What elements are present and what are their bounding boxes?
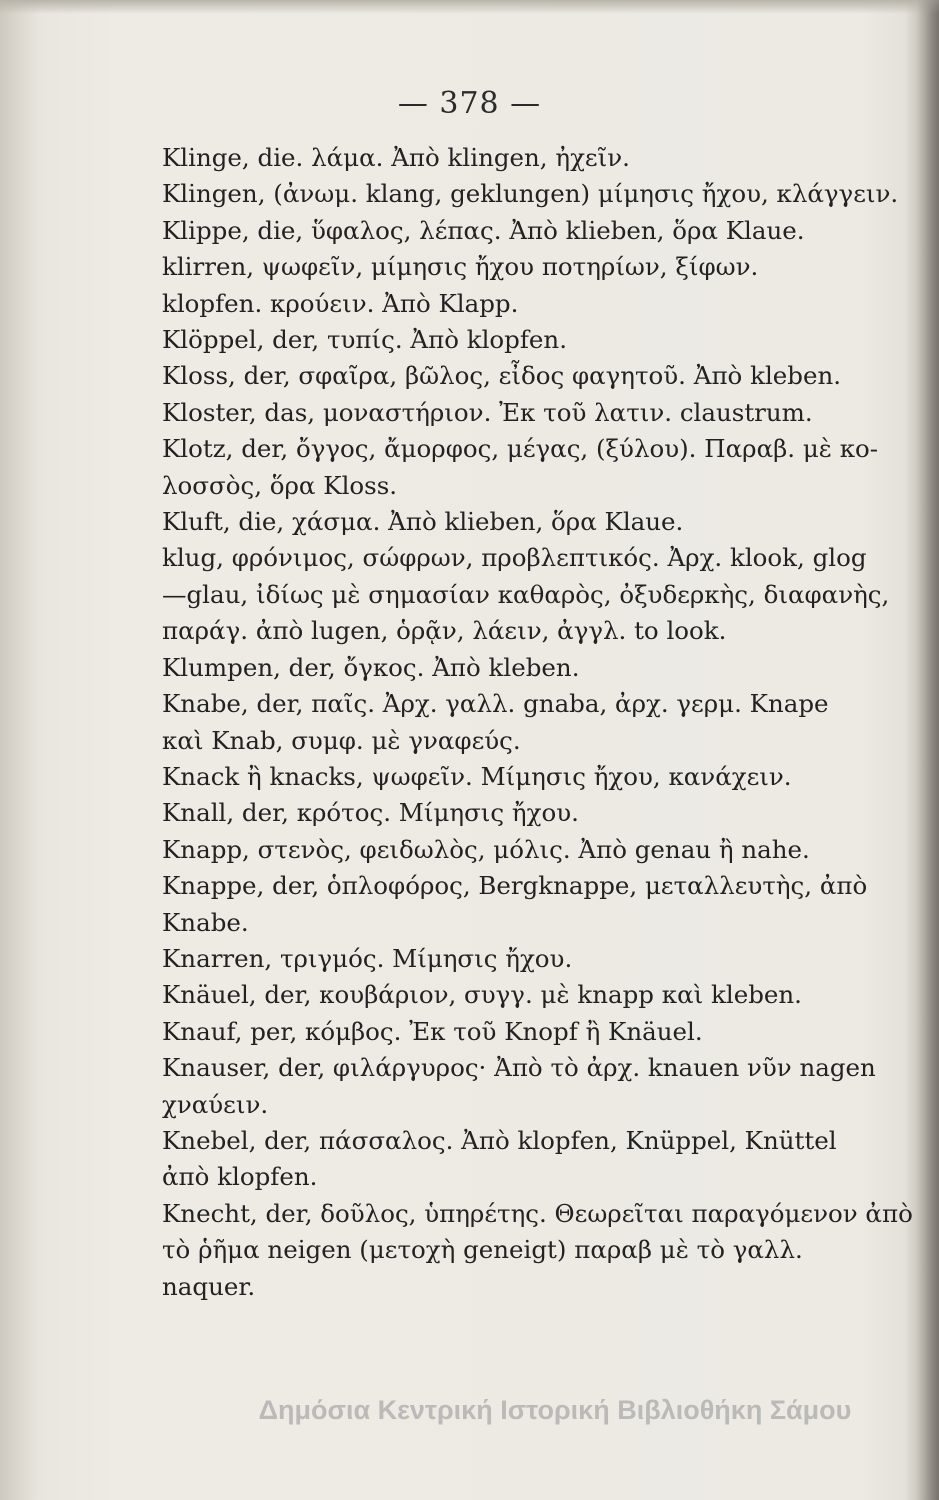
entry-headline: Klippe, die, ὕφαλος, λέπας. Ἀπὸ klieben, ὅρα Klaue. (162, 215, 805, 245)
entry-headline: Knäuel, der, κουβάριον, συγγ. μὲ knapp καὶ kleben. (162, 980, 802, 1010)
dictionary-entry (162, 1014, 882, 1050)
dictionary-entry (162, 795, 882, 831)
page-number: — 378 — (397, 86, 542, 121)
dictionary-entry (162, 358, 882, 394)
entry-headline: Klöppel, der, τυπίς. Ἀπὸ klopfen. (162, 325, 567, 355)
dictionary-entry (162, 540, 890, 649)
entry-continuation: Knabe. (162, 907, 249, 937)
dictionary-entry (162, 213, 882, 249)
dictionary-entry (162, 431, 882, 504)
dictionary-entry (162, 322, 882, 358)
page-edge-shadow (0, 0, 939, 14)
entry-headline: Klingen, (ἀνωμ. klang, geklungen) μίμησις ἤχου, κλάγγειν. (162, 179, 899, 209)
entry-headline: Knack ἢ knacks, ψωφεῖν. Μίμησις ἤχου, κανάχειν. (162, 761, 792, 791)
dictionary-entry (162, 1196, 913, 1305)
entry-continuation: ἀπὸ klopfen. (162, 1162, 318, 1192)
entry-headline: Knapp, στενὸς, φειδωλὸς, μόλις. Ἀπὸ genau ἢ nahe. (162, 834, 810, 864)
entry-headline: Knappe, der, ὁπλοφόρος, Bergknappe, μεταλλευτὴς, ἀπὸ (162, 871, 868, 901)
entry-headline: Knebel, der, πάσσαλος. Ἀπὸ klopfen, Knüppel, Knüttel (162, 1125, 837, 1155)
entry-headline: Kluft, die, χάσμα. Ἀπὸ klieben, ὅρα Klaue. (162, 507, 684, 537)
dictionary-entry (162, 1050, 882, 1123)
dictionary-entry (162, 395, 882, 431)
binding-shadow (917, 0, 939, 1500)
dictionary-entry (162, 941, 882, 977)
entry-headline: klug, φρόνιμος, σώφρων, προβλεπτικός. Ἀρχ. klook, glog (162, 543, 867, 573)
entry-continuation: naquer. (162, 1271, 256, 1301)
entry-headline: Knall, der, κρότος. Μίμησις ἤχου. (162, 798, 579, 828)
library-watermark: Δημόσια Κεντρική Ιστορική Βιβλιοθήκη Σάμου (258, 1395, 852, 1425)
entry-headline: Knarren, τριγμός. Μίμησις ἤχου. (162, 943, 573, 973)
entry-continuation: παράγ. ἀπὸ lugen, ὁρᾷν, λάειν, ἀγγλ. to look. (162, 616, 727, 646)
entry-headline: Kloster, das, μοναστήριον. Ἐκ τοῦ λατιν. claustrum. (162, 397, 813, 427)
dictionary-entry (162, 650, 882, 686)
dictionary-entry (162, 249, 882, 285)
dictionary-entries (162, 140, 913, 1305)
dictionary-entry (162, 868, 882, 941)
dictionary-entry (162, 286, 882, 322)
entry-headline: Kloss, der, σφαῖρα, βῶλος, εἶδος φαγητοῦ. Ἀπὸ kleben. (162, 361, 842, 391)
entry-headline: klirren, ψωφεῖν, μίμησις ἤχου ποτηρίων, ξίφων. (162, 252, 759, 282)
dictionary-entry (162, 832, 882, 868)
entry-headline: Klotz, der, ὄγγος, ἄμορφος, μέγας, (ξύλου). Παραβ. μὲ κο- (162, 434, 879, 464)
entry-headline: Knabe, der, παῖς. Ἀρχ. γαλλ. gnaba, ἀρχ. γερμ. Knape (162, 689, 829, 719)
entry-continuation: τὸ ῥῆμα neigen (μετοχὴ geneigt) παραβ μὲ τὸ γαλλ. (162, 1235, 803, 1265)
dictionary-entry (162, 504, 882, 540)
dictionary-entry (162, 977, 882, 1013)
entry-headline: Knauser, der, φιλάργυρος· Ἀπὸ τὸ ἀρχ. knauen νῦν nagen (162, 1053, 876, 1083)
entry-headline: Klumpen, der, ὄγκος. Ἀπὸ kleben. (162, 652, 580, 682)
dictionary-entry (162, 176, 899, 212)
dictionary-entry (162, 1123, 882, 1196)
dictionary-entry (162, 140, 882, 176)
dictionary-entry (162, 759, 882, 795)
entry-continuation: λοσσὸς, ὅρα Kloss. (162, 470, 398, 500)
entry-continuation: καὶ Knab, συμφ. μὲ γναφεύς. (162, 725, 521, 755)
entry-headline: Knauf, per, κόμβος. Ἐκ τοῦ Knopf ἢ Knäuel. (162, 1016, 703, 1046)
entry-headline: Klinge, die. λάμα. Ἀπὸ klingen, ἠχεῖν. (162, 143, 630, 172)
entry-continuation: χναύειν. (162, 1089, 269, 1119)
entry-continuation: —glau, ἰδίως μὲ σημασίαν καθαρὸς, ὀξυδερκὴς, διαφανὴς, (162, 579, 890, 609)
dictionary-entry (162, 686, 882, 759)
entry-headline: klopfen. κρούειν. Ἀπὸ Klapp. (162, 288, 519, 318)
entry-headline: Knecht, der, δοῦλος, ὑπηρέτης. Θεωρεῖται παραγόμενον ἀπὸ (162, 1198, 913, 1228)
